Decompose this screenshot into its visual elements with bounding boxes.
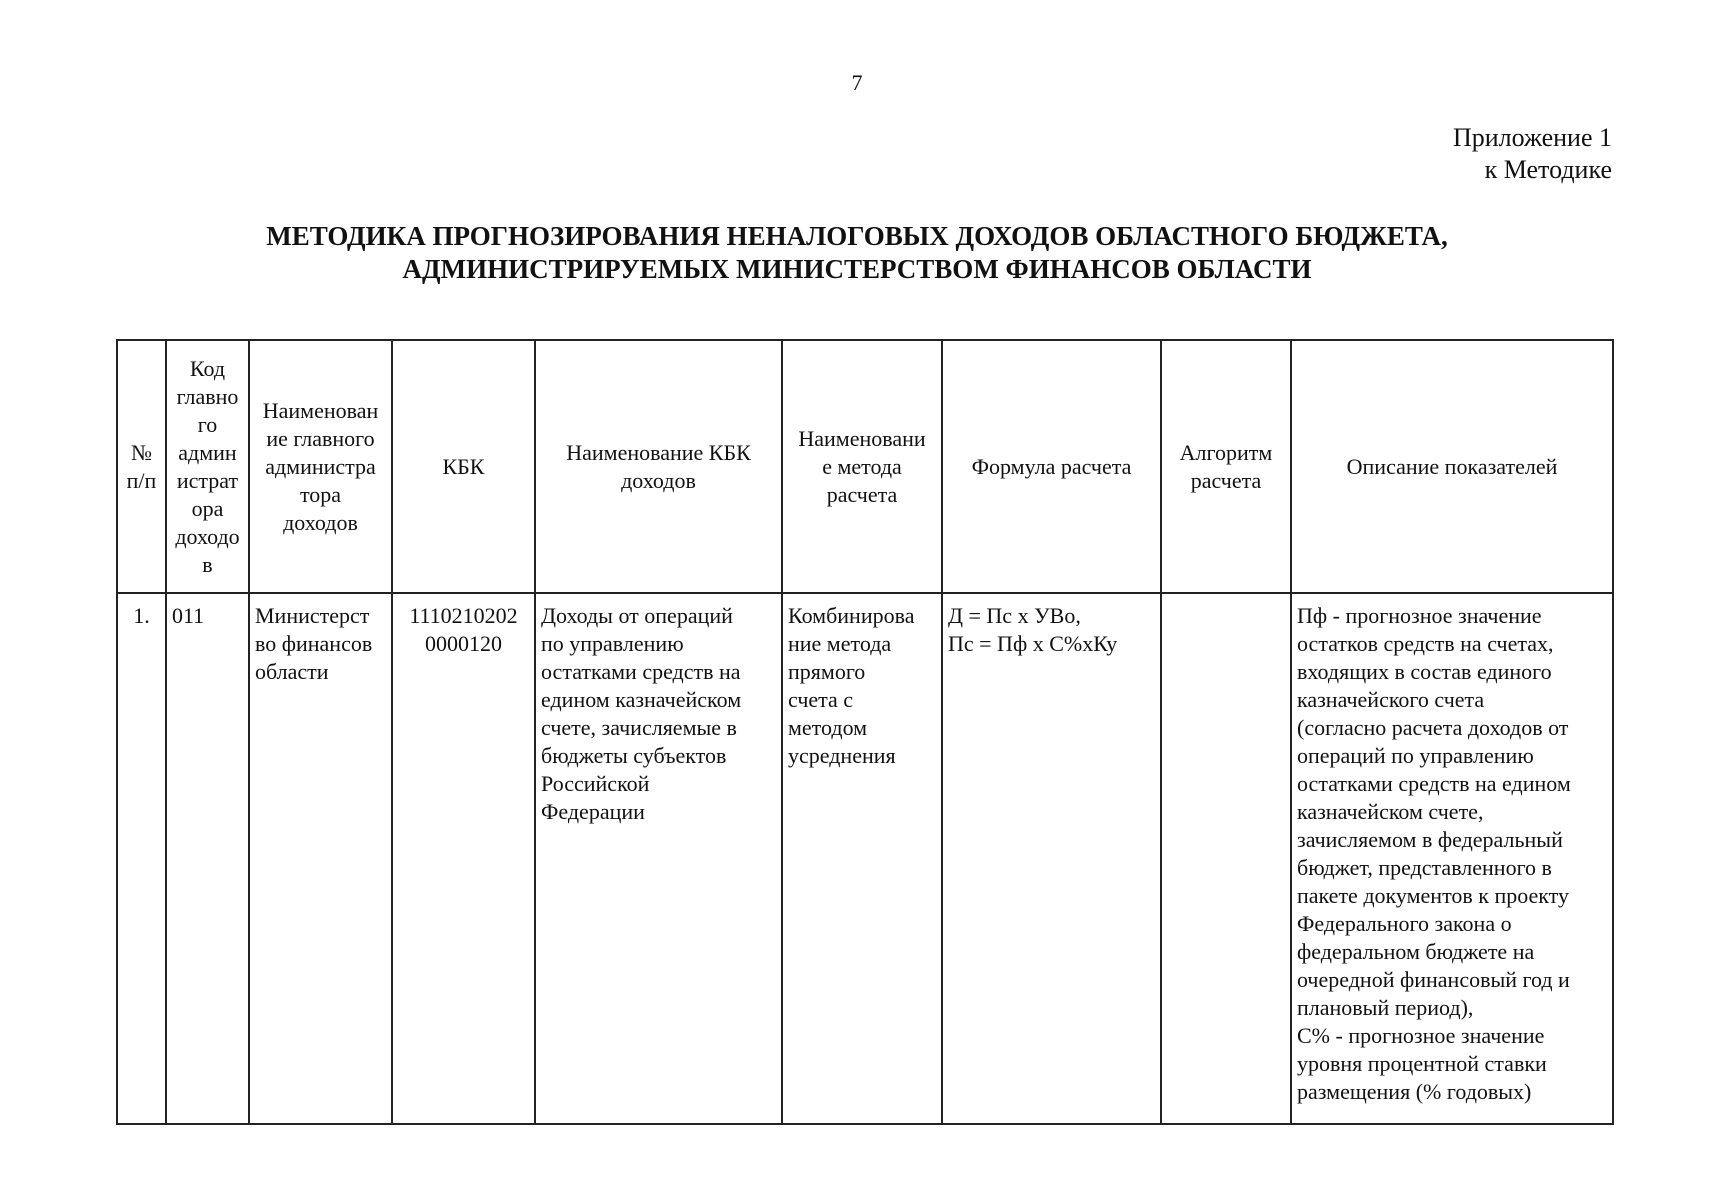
header-description: Описание показателей	[1291, 340, 1613, 593]
cell-kbk-name: Доходы от операций по управлению остатками средств на едином казначейском счете, зачисляемые в бюджеты субъектов Российской Федерации	[535, 593, 782, 1124]
header-admin-code: Код главно го админ истрат ора доходо в	[166, 340, 249, 593]
methodology-table	[116, 339, 1614, 1125]
title-line-2: АДМИНИСТРИРУЕМЫХ МИНИСТЕРСТВОМ ФИНАНСОВ ОБЛАСТИ	[402, 254, 1312, 284]
cell-formula	[942, 593, 1161, 1124]
appendix-note	[1453, 122, 1612, 186]
formula-line-1: Д = Пс х УВо,	[948, 603, 1081, 628]
formula-line-2: Пс = Пф х С%хКу	[948, 631, 1118, 656]
appendix-line-1: Приложение 1	[1452, 123, 1612, 152]
header-kbk: КБК	[392, 340, 535, 593]
header-formula: Формула расчета	[942, 340, 1161, 593]
cell-algorithm	[1161, 593, 1291, 1124]
cell-admin-code: 011	[166, 593, 249, 1124]
document-title	[0, 220, 1714, 286]
header-kbk-name: Наименование КБК доходов	[535, 340, 782, 593]
header-method-name: Наименовани е метода расчета	[782, 340, 942, 593]
cell-kbk: 1110210202 0000120	[392, 593, 535, 1124]
title-line-1: МЕТОДИКА ПРОГНОЗИРОВАНИЯ НЕНАЛОГОВЫХ ДОХОДОВ ОБЛАСТНОГО БЮДЖЕТА,	[266, 221, 1448, 251]
header-row	[117, 340, 1613, 593]
cell-admin-name: Министерст во финансов области	[249, 593, 392, 1124]
cell-num: 1.	[117, 593, 166, 1124]
table-row	[117, 593, 1613, 1124]
cell-description: Пф - прогнозное значение остатков средств на счетах, входящих в состав единого казначейского счета (согласно расчета доходов от операций по управлению остатками средств на едином казначейском счете, зачисляемом в федеральный бюджет, представленного в пакете документов к проекту Федерального закона о федеральном бюджете на очередной финансовый год и плановый период), С% - прогнозное значение уровня процентной ставки размещения (% годовых)	[1291, 593, 1613, 1124]
header-algorithm: Алгоритм расчета	[1161, 340, 1291, 593]
appendix-line-2: к Методике	[1484, 155, 1612, 184]
header-num: № п/п	[117, 340, 166, 593]
page-number: 7	[851, 70, 863, 95]
cell-method-name: Комбинирова ние метода прямого счета с методом усреднения	[782, 593, 942, 1124]
header-admin-name: Наименован ие главного администра тора доходов	[249, 340, 392, 593]
